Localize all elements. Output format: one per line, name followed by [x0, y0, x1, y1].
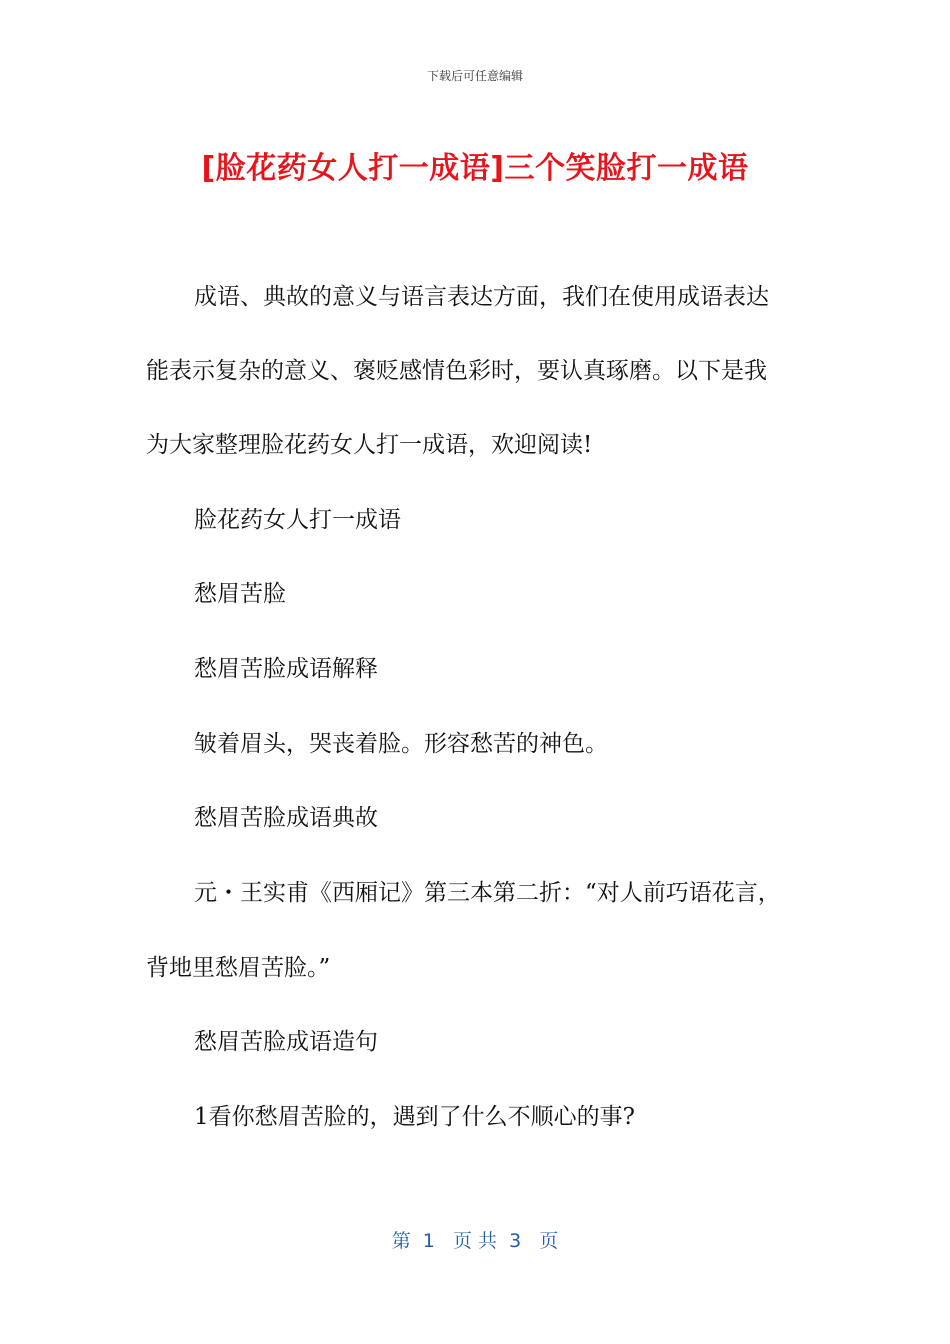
paragraph-line: 愁眉苦脸 — [194, 581, 286, 607]
paragraph-line: 元・王实甫《西厢记》第三本第二折：“对人前巧语花言， — [194, 880, 781, 906]
paragraph-line: 背地里愁眉苦脸。” — [146, 955, 331, 981]
paragraph-line: 愁眉苦脸成语解释 — [194, 656, 378, 682]
document-title: [脸花药女人打一成语]三个笑脸打一成语 — [201, 151, 749, 186]
page-number-footer: 第 1 页 共 3 页 — [391, 1230, 559, 1252]
header-note: 下载后可任意编辑 — [426, 69, 523, 83]
paragraph-line: 脸花药女人打一成语 — [194, 507, 401, 533]
paragraph-line: 1看你愁眉苦脸的，遇到了什么不顺心的事? — [194, 1104, 635, 1130]
paragraph-line: 愁眉苦脸成语典故 — [194, 805, 378, 831]
paragraph-line: 能表示复杂的意义、褒贬感情色彩时，要认真琢磨。以下是我 — [146, 358, 767, 384]
paragraph-line: 皱着眉头，哭丧着脸。形容愁苦的神色。 — [194, 731, 608, 757]
paragraph-line: 成语、典故的意义与语言表达方面，我们在使用成语表达 — [194, 284, 769, 310]
paragraph-line: 愁眉苦脸成语造句 — [194, 1029, 378, 1055]
paragraph-line: 为大家整理脸花药女人打一成语，欢迎阅读! — [146, 432, 593, 458]
